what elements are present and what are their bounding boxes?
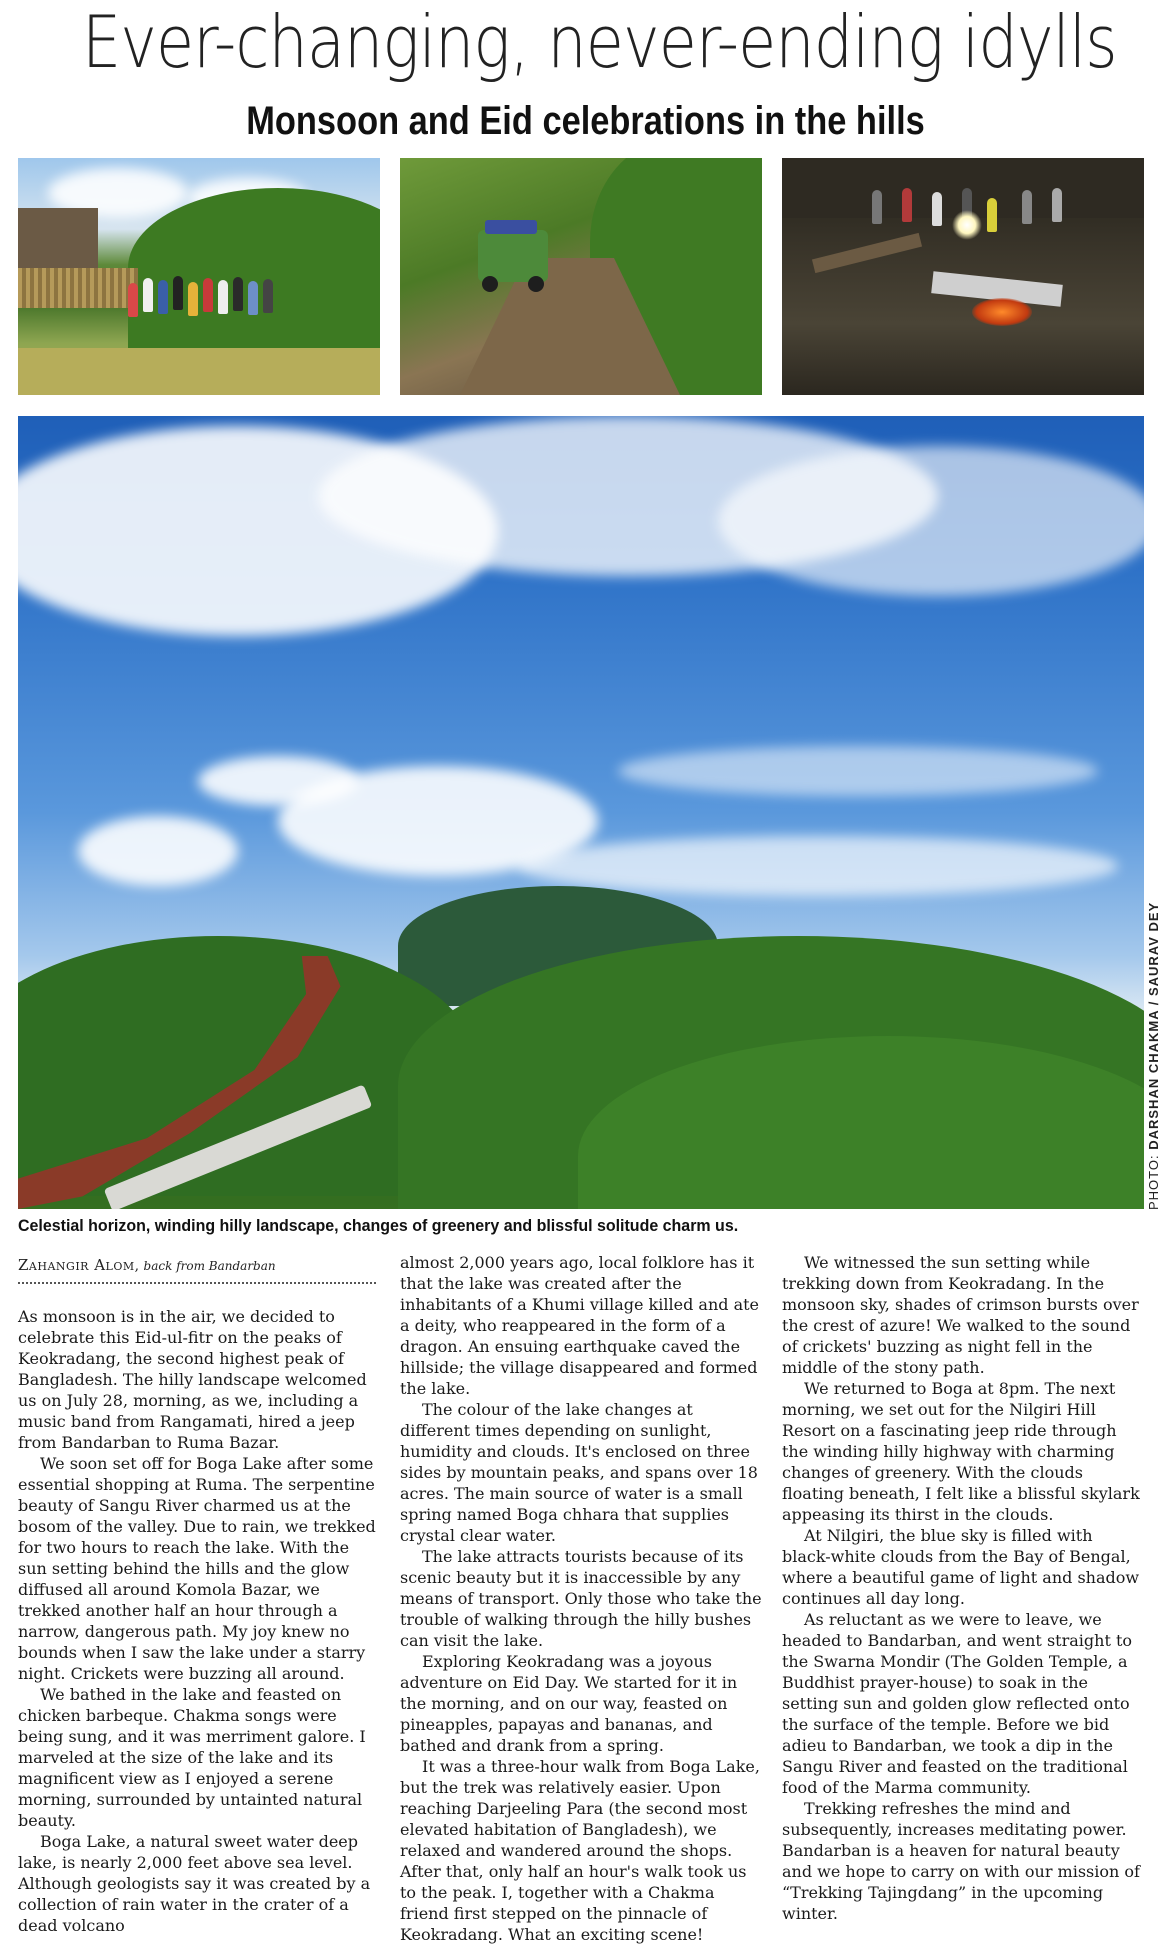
author-name: Zahangir Alom bbox=[18, 1256, 135, 1274]
article-column-3 bbox=[782, 1252, 1144, 1924]
byline-divider bbox=[18, 1282, 376, 1284]
paragraph: Trekking refreshes the mind and subsequently, increases meditating power. Bandarban is a heaven for natural beauty and we hope to carry on with our mission of “Trekking Tajingdang” in the upcoming winter. bbox=[782, 1799, 1140, 1923]
paragraph: The lake attracts tourists because of its scenic beauty but it is inaccessible by any means of transport. Only those who take the trouble of walking through the hilly bushes can visit the lake. bbox=[400, 1547, 762, 1650]
paragraph: We witnessed the sun setting while trekking down from Keokradang. In the monsoon sky, shades of crimson bursts over the crest of azure! We walked to the sound of crickets' buzzing as night fell in the middle of the stony path. bbox=[782, 1253, 1139, 1377]
article-column-1 bbox=[18, 1306, 380, 1936]
article-column-2 bbox=[400, 1252, 762, 1945]
paragraph: We returned to Boga at 8pm. The next morning, we set out for the Nilgiri Hill Resort on a fascinating jeep ride through the winding hilly highway with charming changes of greenery. With the clouds floating beneath, I felt like a blissful skylark appeasing its thirst in the clouds. bbox=[782, 1379, 1140, 1524]
paragraph: We soon set off for Boga Lake after some essential shopping at Ruma. The serpentine beauty of Sangu River charmed us at the bosom of the valley. Due to rain, we trekked for two hours to reach the lake. With the sun setting behind the hills and the glow diffused all around Komola Bazar, we trekked another half an hour through a narrow, dangerous path. My joy knew no bounds when I saw the lake under a starry night. Crickets were buzzing all around. bbox=[18, 1454, 376, 1683]
paragraph: At Nilgiri, the blue sky is filled with black-white clouds from the Bay of Bengal, where a beautiful game of light and shadow continues all day long. bbox=[782, 1526, 1140, 1608]
byline: Zahangir Alom, back from Bandarban bbox=[18, 1256, 276, 1274]
paragraph: Boga Lake, a natural sweet water deep lake, is nearly 2,000 feet above sea level. Although geologists say it was created by a collection of rain water in the crater of a dead volcano bbox=[18, 1832, 371, 1935]
subheadline: Monsoon and Eid celebrations in the hills bbox=[246, 99, 925, 143]
jeep-photo bbox=[400, 158, 762, 395]
paragraph: As reluctant as we were to leave, we headed to Bandarban, and went straight to the Swarna Mondir (The Golden Temple, a Buddhist prayer-house) to soak in the setting sun and golden glow reflected onto the surface of the temple. Before we bid adieu to Bandarban, we took a dip in the Sangu River and feasted on the traditional food of the Marma community. bbox=[782, 1610, 1133, 1797]
headline: Ever-changing, never-ending idylls bbox=[81, 0, 1117, 84]
group-photo bbox=[18, 158, 380, 395]
paragraph: As monsoon is in the air, we decided to celebrate this Eid-ul-fitr on the peaks of Keokradang, the second highest peak of Bangladesh. The hilly landscape welcomed us on July 28, morning, as we, including a music band from Rangamati, hired a jeep from Bandarban to Ruma Bazar. bbox=[18, 1307, 367, 1452]
barbeque-photo bbox=[782, 158, 1144, 395]
paragraph: almost 2,000 years ago, local folklore has it that the lake was created after the inhabitants of a Khumi village killed and ate a deity, who reappeared in the form of a dragon. An ensuing earthquake caved the hillside; the village disappeared and formed the lake. bbox=[400, 1253, 760, 1398]
paragraph: It was a three-hour walk from Boga Lake, but the trek was relatively easier. Upon reaching Darjeeling Para (the second most elevated habitation of Bangladesh), we relaxed and wandered around the shops. After that, only half an hour's walk took us to the peak. I, together with a Chakma friend first stepped on the pinnacle of Keokradang. What an exciting scene! bbox=[400, 1757, 760, 1944]
main-landscape-photo bbox=[18, 416, 1144, 1209]
photo-credit: PHOTO: DARSHAN CHAKMA / SAURAV DEY bbox=[1146, 901, 1161, 1210]
paragraph: We bathed in the lake and feasted on chicken barbeque. Chakma songs were being sung, and it was merriment galore. I marveled at the size of the lake and its magnificent view as I enjoyed a serene morning, surrounded by untainted natural beauty. bbox=[18, 1685, 366, 1830]
byline-location: back from Bandarban bbox=[143, 1259, 276, 1273]
paragraph: The colour of the lake changes at different times depending on sunlight, humidity and clouds. It's enclosed on three sides by mountain peaks, and spans over 18 acres. The main source of water is a small spring named Boga chhara that supplies crystal clear water. bbox=[400, 1400, 758, 1545]
paragraph: Exploring Keokradang was a joyous adventure on Eid Day. We started for it in the morning, and on our way, feasted on pineapples, papayas and bananas, and bathed and drank from a spring. bbox=[400, 1652, 738, 1755]
photo-caption: Celestial horizon, winding hilly landscape, changes of greenery and blissful solitude charm us. bbox=[18, 1216, 739, 1235]
